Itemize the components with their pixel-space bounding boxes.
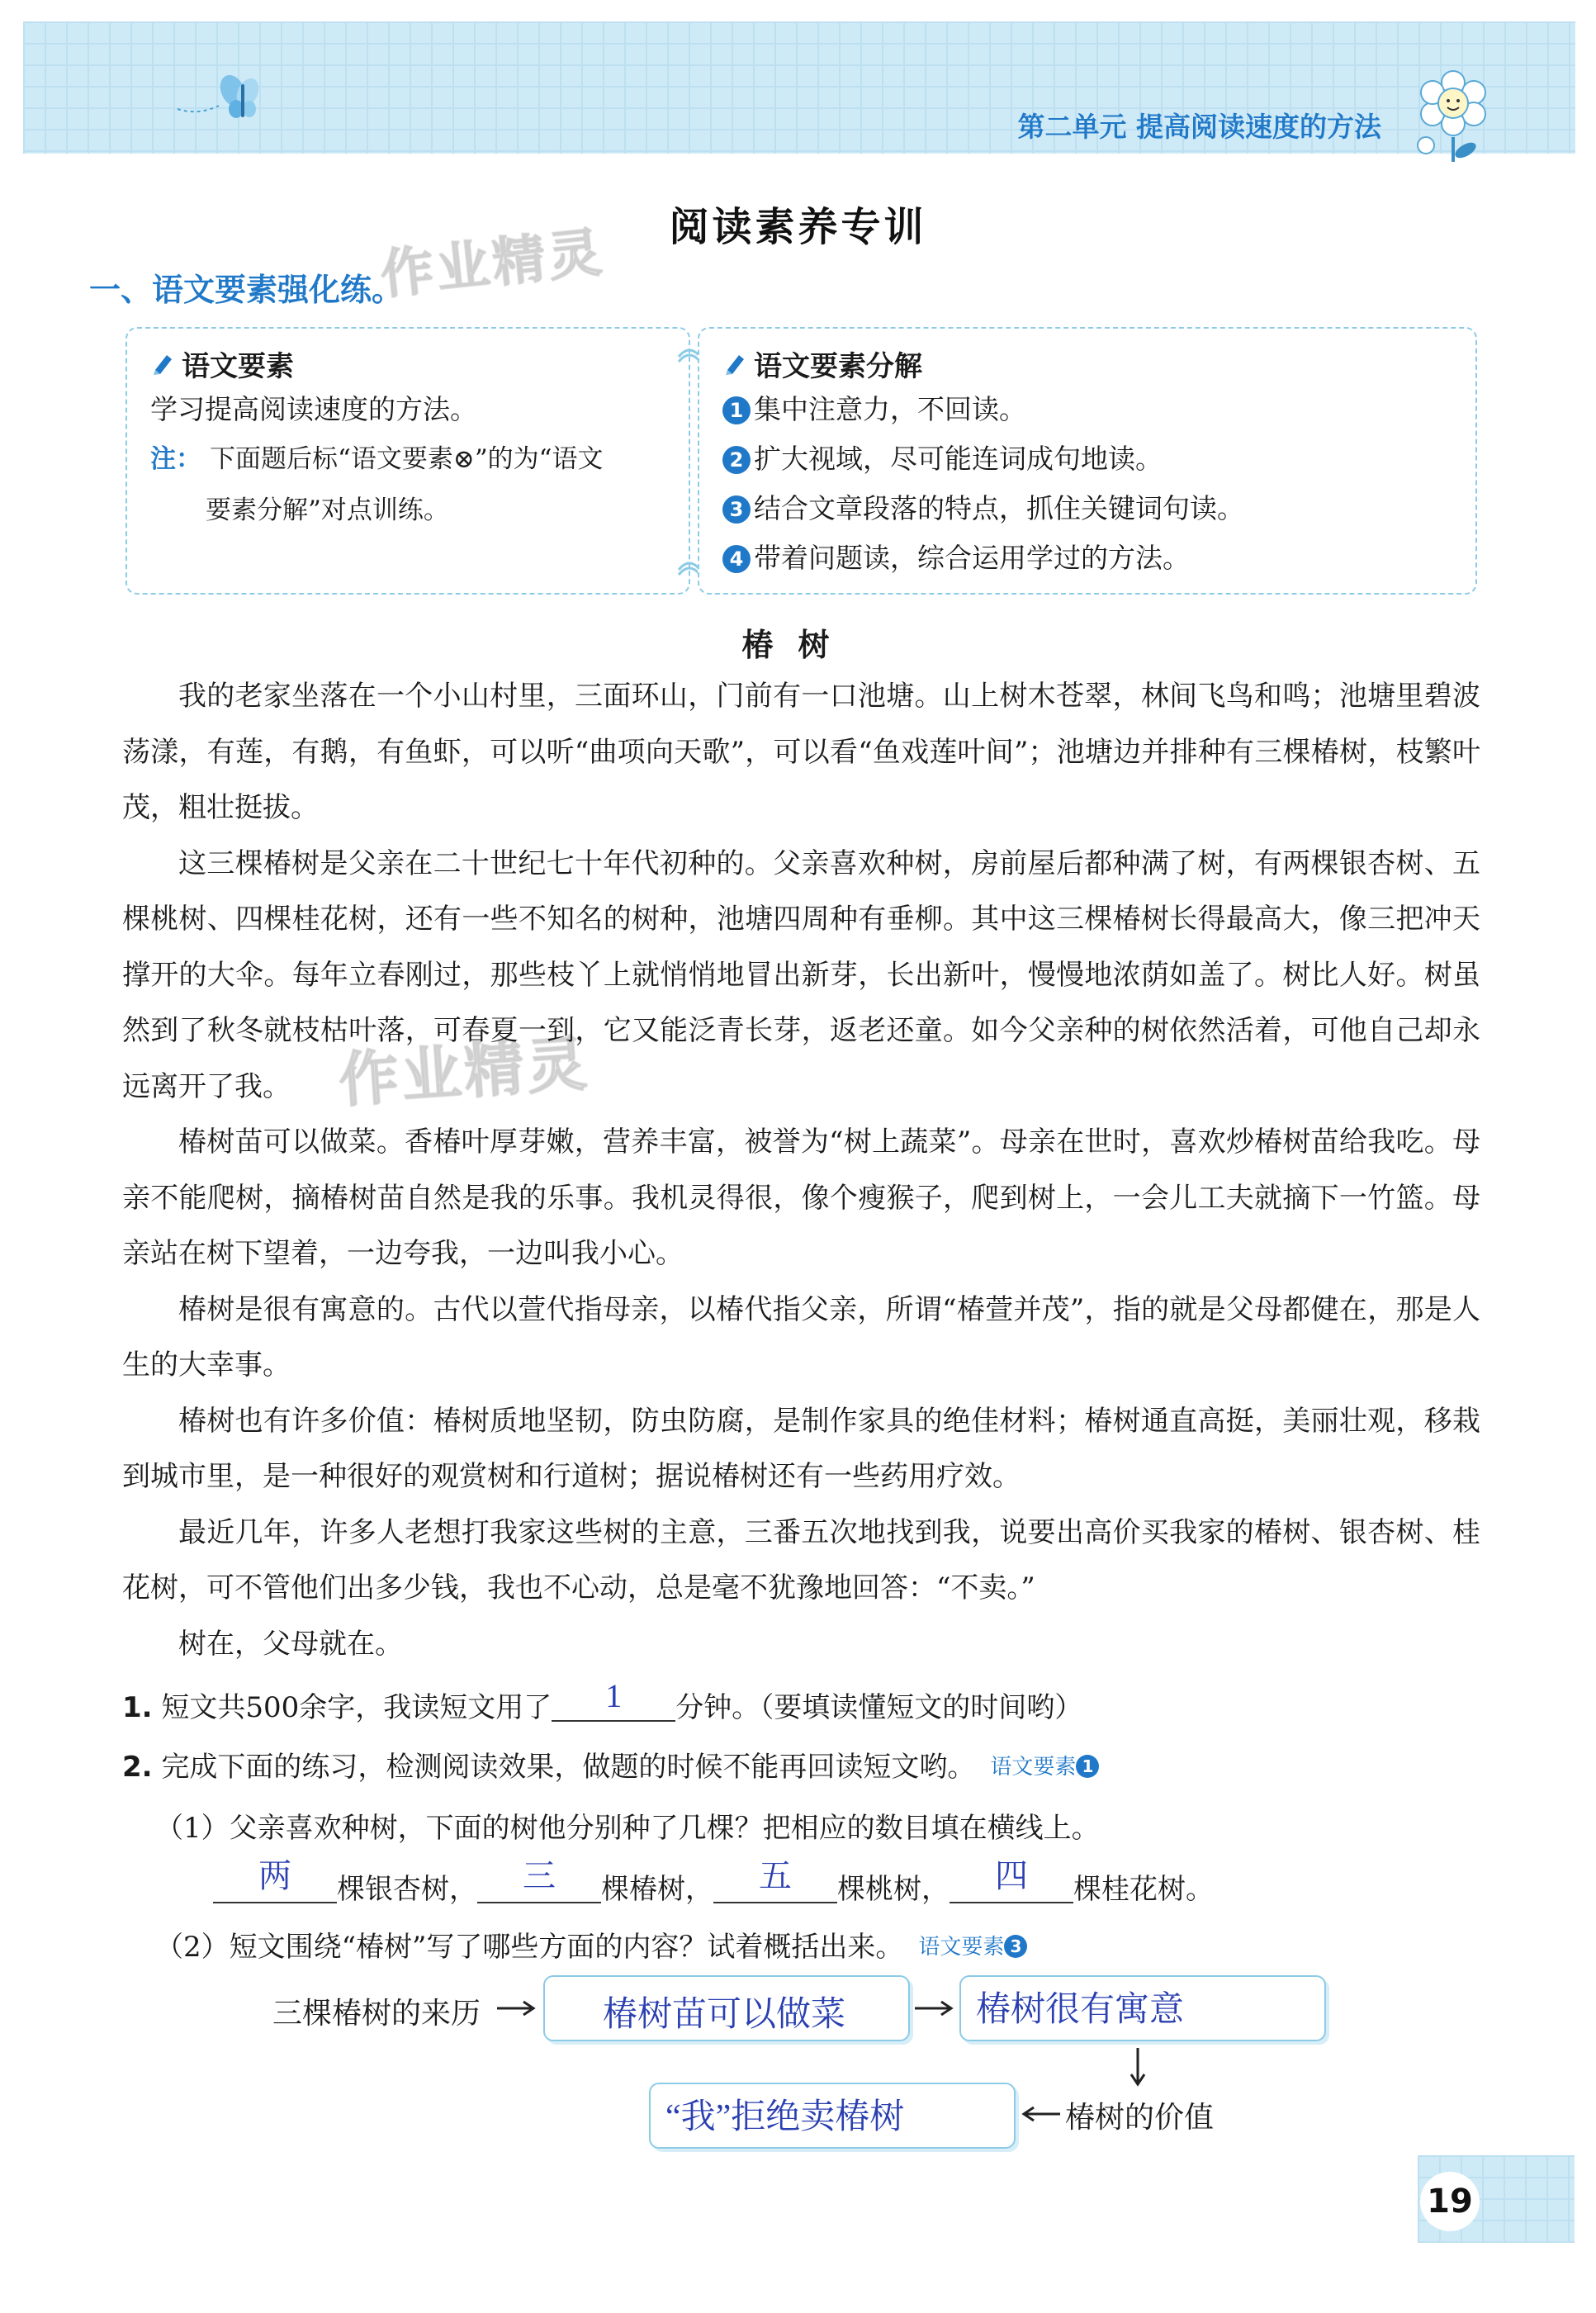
handwritten-answer: 椿树很有寓意 [976,1991,1185,2029]
handwritten-answer: 五 [759,1857,792,1894]
article-paragraph: 最近几年，许多人老想打我家这些树的主意，三番五次地找到我，说要出高价买我家的椿树、银杏树、桂花树，可不管他们出多少钱，我也不心动，总是毫不犹豫地回答：“不卖。” [122,1515,1480,1604]
handwritten-answer: 两 [258,1857,291,1894]
article-paragraph: 椿树也有许多价值：椿树质地坚韧，防虫防腐，是制作家具的绝佳材料；椿树通直高挺，美丽壮观，移栽到城市里，是一种很好的观赏树和行道树；据说椿树还有一些药用疗效。 [122,1404,1480,1493]
answer-blank[interactable] [713,1857,837,1903]
watermark: 作业精灵 [377,221,608,306]
article-paragraph: 椿树苗可以做菜。香椿叶厚芽嫩，营养丰富，被誉为“树上蔬菜”。母亲在世时，喜欢炒椿树苗给我吃。母亲不能爬树，摘椿树苗自然是我的乐事。我机灵得很，像个瘦猴子，爬到树上，一会儿工夫就摘下一竹篮。母亲站在树下望着，一边夸我，一边叫我小心。 [122,1126,1480,1270]
handwritten-answer: 三 [523,1857,556,1894]
box-line: 学习提高阅读速度的方法。 [150,393,477,425]
pen-icon [150,352,175,377]
arrow-down-icon [1128,2046,1148,2088]
box-heading [150,344,294,384]
answer-blank[interactable] [477,1857,601,1903]
flow-end-label: 椿树的价值 [1065,2101,1215,2135]
note-line: 要素分解”对点训练。 [206,495,449,525]
subquestion-1: （1）父亲喜欢种树，下面的树他分别种了几棵？把相应的数目填在横线上。 [155,1812,1100,1845]
handwritten-answer: “我”拒绝卖椿树 [665,2098,905,2136]
article-body [122,669,1480,1672]
note-label: 注： [150,444,201,474]
note-line: 注： 下面题后标“语文要素⊗”的为“语文 [150,444,604,474]
pen-icon [722,352,747,377]
breakdown-item: 2 扩大视域，尽可能连词成句地读。 [722,443,1163,476]
question-1: 1. 短文共500余字，我读短文用了 1 分钟。（要填读懂短文的时间哟） [122,1677,1083,1724]
page-number: 19 [1420,2172,1480,2231]
handwritten-answer: 四 [995,1857,1028,1894]
page-title: 阅读素养专训 [669,204,927,250]
question-2: 2. 完成下面的练习，检测阅读效果，做题的时候不能再回读短文哟。 语文要素 1 [122,1744,1102,1785]
answer-blank[interactable] [213,1857,337,1903]
article-paragraph: 树在，父母就在。 [178,1627,403,1661]
arrow-right-icon [495,1998,537,2018]
arrow-right-icon [913,1998,954,2018]
element-tag: 语文要素 3 [918,1935,1030,1960]
article-paragraph: 我的老家坐落在一个小山村里，三面环山，门前有一口池塘。山上树木苍翠，林间飞鸟和鸣；池塘里碧波荡漾，有莲，有鹅，有鱼虾，可以听“曲项向天歌”，可以看“鱼戏莲叶间”；池塘边并排种有三棵椿树，枝繁叶茂，粗壮挺拔。 [122,680,1480,824]
element-box [126,327,690,595]
answer-blank[interactable] [552,1677,675,1722]
arrow-left-icon [1021,2104,1062,2124]
unit-title: 第二单元 提高阅读速度的方法 [1017,111,1381,143]
answer-blank[interactable] [950,1857,1073,1903]
element-breakdown-box [698,327,1477,595]
box-heading-text: 语文要素 [182,350,294,383]
section-heading: 一、语文要素强化练。 [89,272,404,308]
butterfly-icon [173,66,264,124]
breakdown-item: 1 集中注意力，不回读。 [722,393,1026,426]
tree-count-blanks: 两 棵银杏树， 三 棵椿树， 五 棵桃树， 四 棵桂花树。 [213,1866,1214,1907]
flower-icon [1408,64,1499,164]
box-heading-text: 语文要素分解 [754,350,922,383]
article-paragraph: 这三棵椿树是父亲在二十世纪七十年代初种的。父亲喜欢种树，房前屋后都种满了树，有两棵银杏树、五棵桃树、四棵桂花树，还有一些不知名的树种，池塘四周种有垂柳。其中这三棵椿树长得最高大，像三把冲天撑开的大伞。每年立春刚过，那些枝丫上就悄悄地冒出新芽，长出新叶，慢慢地浓荫如盖了。树比人好。树虽然到了秋冬就枝枯叶落，可春夏一到，它又能泛青长芽，返老还童。如今父亲种的树依然活着，可他自己却永远离开了我。 [122,846,1480,1103]
watermark: 作业精灵 [336,1028,592,1116]
article-paragraph: 椿树是很有寓意的。古代以萱代指母亲，以椿代指父亲，所谓“椿萱并茂”，指的就是父母都健在，那是人生的大幸事。 [122,1292,1480,1382]
subquestion-2: （2）短文围绕“椿树”写了哪些方面的内容？试着概括出来。 语文要素 3 [155,1924,1030,1965]
breakdown-item: 4 带着问题读，综合运用学过的方法。 [722,542,1190,575]
article-title: 椿树 [741,627,855,663]
element-tag: 语文要素 1 [990,1755,1102,1780]
box-heading [722,344,922,384]
handwritten-answer: 椿树苗可以做菜 [603,1996,846,2034]
handwritten-answer: 1 [605,1677,623,1714]
flow-start-label: 三棵椿树的来历 [272,1997,481,2031]
breakdown-item: 3 结合文章段落的特点，抓住关键词句读。 [722,492,1244,525]
